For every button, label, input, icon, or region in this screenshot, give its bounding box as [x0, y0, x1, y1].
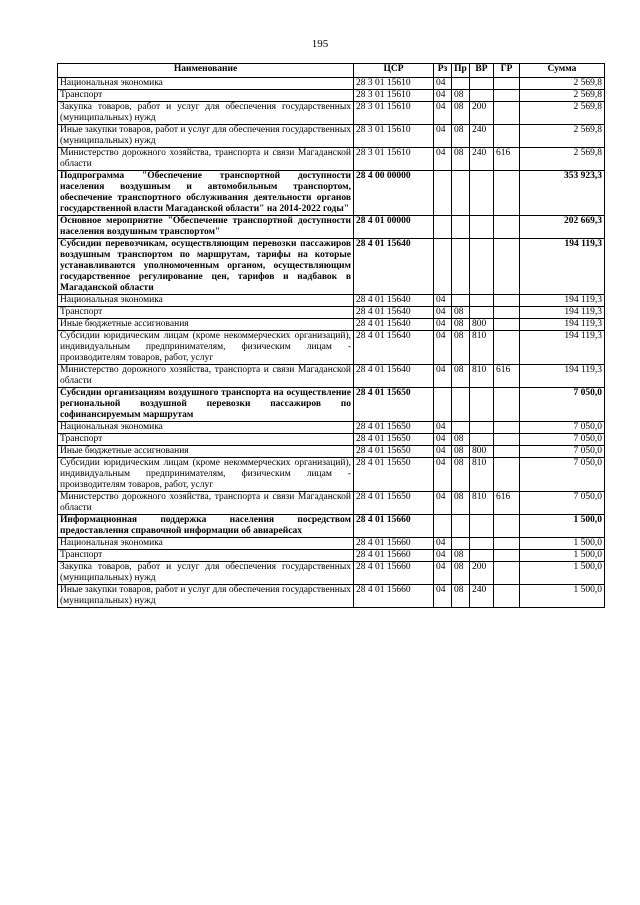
cell-vr: 200 [470, 102, 494, 125]
header-rz: Рз [434, 64, 452, 78]
table-row [58, 216, 605, 239]
cell-gr [494, 422, 520, 434]
table-row [58, 422, 605, 434]
cell-sum: 202 669,3 [520, 216, 605, 239]
cell-rz: 04 [434, 446, 452, 458]
cell-pr [452, 538, 470, 550]
cell-name: Иные закупки товаров, работ и услуг для обеспечения государственных (муниципальных) нужд [58, 585, 354, 608]
cell-rz: 04 [434, 78, 452, 90]
table-row [58, 307, 605, 319]
cell-rz: 04 [434, 90, 452, 102]
cell-name: Транспорт [58, 550, 354, 562]
cell-pr: 08 [452, 90, 470, 102]
table-row [58, 319, 605, 331]
table-row [58, 331, 605, 365]
cell-code: 28 4 01 15640 [354, 239, 434, 295]
cell-pr: 08 [452, 458, 470, 492]
cell-vr: 240 [470, 585, 494, 608]
cell-gr [494, 331, 520, 365]
cell-rz: 04 [434, 125, 452, 148]
cell-code: 28 4 01 15640 [354, 365, 434, 388]
cell-pr: 08 [452, 492, 470, 515]
cell-rz [434, 216, 452, 239]
table-row [58, 90, 605, 102]
cell-gr [494, 239, 520, 295]
cell-sum: 194 119,3 [520, 365, 605, 388]
cell-name: Транспорт [58, 307, 354, 319]
cell-code: 28 4 01 15650 [354, 422, 434, 434]
cell-vr [470, 90, 494, 102]
cell-vr [470, 388, 494, 422]
cell-gr [494, 458, 520, 492]
cell-sum: 194 119,3 [520, 307, 605, 319]
cell-sum: 7 050,0 [520, 434, 605, 446]
cell-sum: 2 569,8 [520, 102, 605, 125]
cell-rz: 04 [434, 295, 452, 307]
cell-name: Субсидии юридическим лицам (кроме некоммерческих организаций), индивидуальным предпринимателям, физическим лицам - производителям товаров, работ, услуг [58, 458, 354, 492]
cell-rz: 04 [434, 365, 452, 388]
cell-rz: 04 [434, 148, 452, 171]
cell-name: Субсидии юридическим лицам (кроме некоммерческих организаций), индивидуальным предпринимателям, физическим лицам - производителям товаров, работ, услуг [58, 331, 354, 365]
cell-name: Национальная экономика [58, 422, 354, 434]
cell-code: 28 4 01 15640 [354, 319, 434, 331]
cell-sum: 353 923,3 [520, 171, 605, 216]
cell-name: Основное мероприятие "Обеспечение транспортной доступности населения воздушным транспортом" [58, 216, 354, 239]
cell-pr [452, 295, 470, 307]
cell-gr [494, 446, 520, 458]
cell-name: Национальная экономика [58, 295, 354, 307]
cell-vr [470, 515, 494, 538]
cell-rz: 04 [434, 102, 452, 125]
cell-rz: 04 [434, 562, 452, 585]
cell-vr [470, 434, 494, 446]
cell-vr [470, 171, 494, 216]
cell-code: 28 3 01 15610 [354, 102, 434, 125]
cell-gr [494, 388, 520, 422]
cell-gr [494, 125, 520, 148]
cell-vr [470, 295, 494, 307]
cell-rz: 04 [434, 422, 452, 434]
cell-code: 28 4 01 15650 [354, 458, 434, 492]
table-row [58, 550, 605, 562]
cell-name: Субсидии перевозчикам, осуществляющим перевозки пассажиров воздушным транспортом по маршрутам, тарифы на которые устанавливаются уполномоченным органом, осуществляющим государственное регулирование цен, тарифов и надбавок в Магаданской области [58, 239, 354, 295]
cell-rz: 04 [434, 331, 452, 365]
cell-code: 28 3 01 15610 [354, 125, 434, 148]
cell-vr: 810 [470, 458, 494, 492]
cell-code: 28 4 01 15640 [354, 295, 434, 307]
cell-pr [452, 239, 470, 295]
cell-code: 28 4 01 15650 [354, 446, 434, 458]
table-row [58, 239, 605, 295]
cell-gr [494, 295, 520, 307]
cell-vr [470, 216, 494, 239]
cell-code: 28 4 01 15640 [354, 331, 434, 365]
cell-pr: 08 [452, 102, 470, 125]
table-row [58, 102, 605, 125]
cell-pr: 08 [452, 319, 470, 331]
cell-pr [452, 422, 470, 434]
cell-code: 28 4 01 00000 [354, 216, 434, 239]
cell-sum: 1 500,0 [520, 550, 605, 562]
table-row [58, 585, 605, 608]
cell-rz [434, 171, 452, 216]
cell-rz: 04 [434, 307, 452, 319]
cell-gr [494, 78, 520, 90]
cell-code: 28 3 01 15610 [354, 148, 434, 171]
cell-gr [494, 550, 520, 562]
cell-vr: 240 [470, 125, 494, 148]
cell-pr [452, 78, 470, 90]
cell-sum: 7 050,0 [520, 422, 605, 434]
table-body [58, 78, 605, 608]
cell-gr: 616 [494, 148, 520, 171]
cell-name: Национальная экономика [58, 78, 354, 90]
cell-pr [452, 216, 470, 239]
page-number: 195 [311, 38, 329, 50]
cell-gr [494, 102, 520, 125]
cell-vr: 800 [470, 319, 494, 331]
table-row [58, 434, 605, 446]
cell-rz [434, 515, 452, 538]
header-row [58, 64, 605, 78]
cell-sum: 1 500,0 [520, 562, 605, 585]
cell-gr [494, 319, 520, 331]
cell-rz: 04 [434, 585, 452, 608]
cell-rz [434, 388, 452, 422]
cell-gr [494, 585, 520, 608]
table-row [58, 171, 605, 216]
cell-code: 28 4 01 15660 [354, 515, 434, 538]
cell-code: 28 4 01 15650 [354, 434, 434, 446]
cell-rz: 04 [434, 319, 452, 331]
cell-vr: 810 [470, 365, 494, 388]
cell-sum: 2 569,8 [520, 125, 605, 148]
cell-rz: 04 [434, 434, 452, 446]
cell-rz: 04 [434, 538, 452, 550]
cell-name: Транспорт [58, 90, 354, 102]
budget-table [57, 63, 605, 608]
cell-gr [494, 90, 520, 102]
cell-pr: 08 [452, 562, 470, 585]
cell-gr: 616 [494, 492, 520, 515]
cell-gr [494, 562, 520, 585]
cell-vr: 810 [470, 331, 494, 365]
cell-rz: 04 [434, 550, 452, 562]
table-row [58, 125, 605, 148]
cell-vr [470, 550, 494, 562]
cell-code: 28 4 01 15660 [354, 538, 434, 550]
cell-sum: 194 119,3 [520, 319, 605, 331]
header-vr: ВР [470, 64, 494, 78]
cell-sum: 7 050,0 [520, 446, 605, 458]
table-row [58, 388, 605, 422]
cell-name: Иные закупки товаров, работ и услуг для обеспечения государственных (муниципальных) нужд [58, 125, 354, 148]
cell-code: 28 4 01 15660 [354, 562, 434, 585]
cell-code: 28 4 01 15640 [354, 307, 434, 319]
cell-pr: 08 [452, 125, 470, 148]
header-name: Наименование [58, 64, 354, 78]
cell-pr: 08 [452, 434, 470, 446]
cell-pr [452, 515, 470, 538]
cell-code: 28 3 01 15610 [354, 78, 434, 90]
cell-vr: 240 [470, 148, 494, 171]
cell-code: 28 4 01 15650 [354, 388, 434, 422]
cell-name: Закупка товаров, работ и услуг для обеспечения государственных (муниципальных) нужд [58, 102, 354, 125]
cell-code: 28 4 01 15650 [354, 492, 434, 515]
table-row [58, 538, 605, 550]
cell-vr [470, 538, 494, 550]
table-row [58, 492, 605, 515]
header-code: ЦСР [354, 64, 434, 78]
cell-name: Иные бюджетные ассигнования [58, 319, 354, 331]
header-sum: Сумма [520, 64, 605, 78]
cell-gr [494, 434, 520, 446]
cell-name: Министерство дорожного хозяйства, транспорта и связи Магаданской области [58, 148, 354, 171]
table-row [58, 446, 605, 458]
cell-name: Национальная экономика [58, 538, 354, 550]
cell-pr: 08 [452, 585, 470, 608]
cell-pr: 08 [452, 550, 470, 562]
cell-code: 28 3 01 15610 [354, 90, 434, 102]
cell-sum: 1 500,0 [520, 538, 605, 550]
cell-rz [434, 239, 452, 295]
cell-code: 28 4 01 15660 [354, 550, 434, 562]
cell-vr: 810 [470, 492, 494, 515]
cell-sum: 7 050,0 [520, 388, 605, 422]
cell-code: 28 4 01 15660 [354, 585, 434, 608]
table-row [58, 78, 605, 90]
cell-sum: 2 569,8 [520, 90, 605, 102]
cell-sum: 194 119,3 [520, 239, 605, 295]
header-pr: Пр [452, 64, 470, 78]
cell-gr [494, 216, 520, 239]
cell-sum: 7 050,0 [520, 492, 605, 515]
cell-sum: 194 119,3 [520, 331, 605, 365]
cell-pr [452, 388, 470, 422]
cell-sum: 2 569,8 [520, 148, 605, 171]
cell-vr [470, 239, 494, 295]
cell-vr [470, 307, 494, 319]
table-row [58, 515, 605, 538]
cell-gr: 616 [494, 365, 520, 388]
cell-pr: 08 [452, 365, 470, 388]
cell-vr: 800 [470, 446, 494, 458]
cell-name: Иные бюджетные ассигнования [58, 446, 354, 458]
cell-sum: 1 500,0 [520, 515, 605, 538]
cell-name: Субсидии организациям воздушного транспорта на осуществление региональной воздушной перевозки пассажиров по софинансируемым маршрутам [58, 388, 354, 422]
cell-pr: 08 [452, 331, 470, 365]
table-row [58, 295, 605, 307]
table-row [58, 148, 605, 171]
cell-vr [470, 78, 494, 90]
cell-gr [494, 307, 520, 319]
cell-name: Министерство дорожного хозяйства, транспорта и связи Магаданской области [58, 492, 354, 515]
cell-gr [494, 171, 520, 216]
cell-vr: 200 [470, 562, 494, 585]
cell-sum: 2 569,8 [520, 78, 605, 90]
table-row [58, 458, 605, 492]
table-row [58, 365, 605, 388]
cell-pr: 08 [452, 148, 470, 171]
cell-sum: 194 119,3 [520, 295, 605, 307]
cell-name: Подпрограмма "Обеспечение транспортной доступности населения воздушным и автомобильным транспортом, обеспечение транспортного обслуживания деятельности органов государственной власти Магаданской области" на 2014-2022 годы" [58, 171, 354, 216]
cell-code: 28 4 00 00000 [354, 171, 434, 216]
cell-gr [494, 515, 520, 538]
cell-rz: 04 [434, 492, 452, 515]
cell-pr: 08 [452, 307, 470, 319]
cell-vr [470, 422, 494, 434]
cell-sum: 1 500,0 [520, 585, 605, 608]
cell-sum: 7 050,0 [520, 458, 605, 492]
cell-pr: 08 [452, 446, 470, 458]
cell-gr [494, 538, 520, 550]
table-row [58, 562, 605, 585]
cell-name: Закупка товаров, работ и услуг для обеспечения государственных (муниципальных) нужд [58, 562, 354, 585]
cell-pr [452, 171, 470, 216]
header-gr: ГР [494, 64, 520, 78]
cell-rz: 04 [434, 458, 452, 492]
cell-name: Транспорт [58, 434, 354, 446]
cell-name: Министерство дорожного хозяйства, транспорта и связи Магаданской области [58, 365, 354, 388]
cell-name: Информационная поддержка населения посредством предоставления справочной информации об авиарейсах [58, 515, 354, 538]
